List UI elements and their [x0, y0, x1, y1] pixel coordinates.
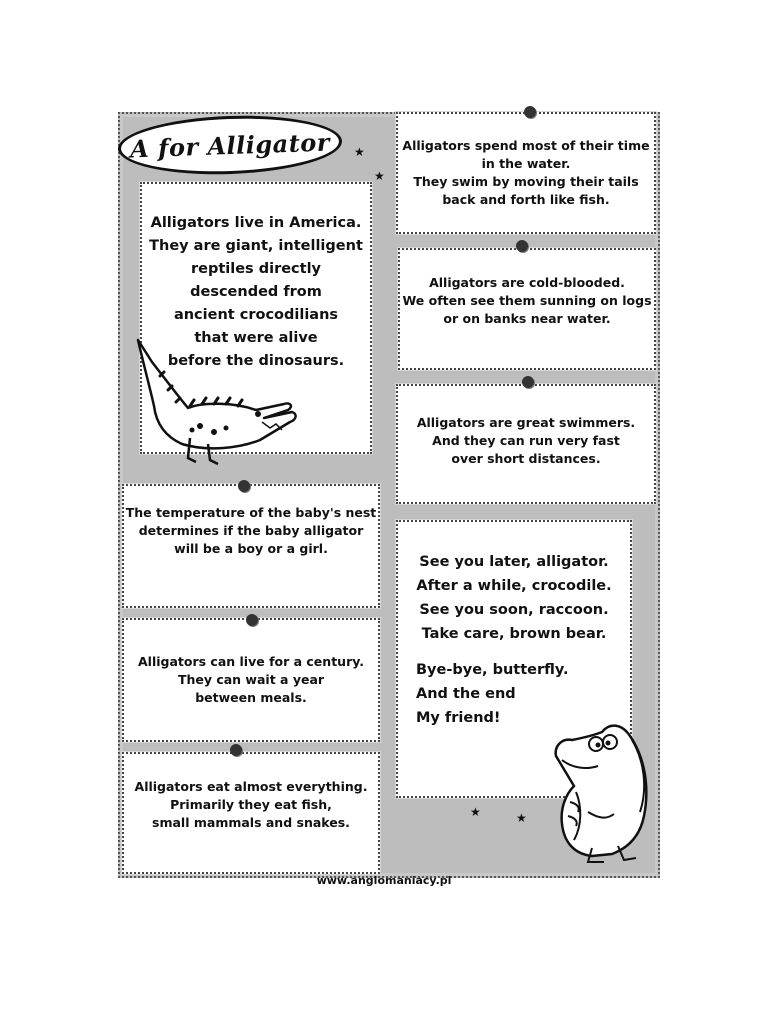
- footer-url: www.anglomaniacy.pl: [316, 874, 452, 887]
- page-title: A for Alligator: [129, 127, 331, 163]
- pin-icon: [522, 376, 534, 388]
- rhyme-end-text: Bye-bye, butterfly. And the end My friend!: [416, 662, 569, 726]
- pin-icon: [524, 106, 536, 118]
- star-icon: ★: [354, 145, 365, 159]
- century-box: [122, 618, 380, 742]
- intro-text: Alligators live in America. They are giant, intelligent reptiles directly descended from ancient crocodilians that were alive before the dinosaurs.: [149, 215, 363, 369]
- alligator-illustration-icon: [130, 336, 300, 476]
- century-text: Alligators can live for a century. They can wait a year between meals.: [138, 654, 364, 705]
- water-text: Alligators spend most of their time in the water. They swim by moving their tails back and forth like fish.: [402, 138, 650, 207]
- swim-text: Alligators are great swimmers. And they can run very fast over short distances.: [416, 415, 636, 466]
- eat-text: Alligators eat almost everything. Primarily they eat fish, small mammals and snakes.: [134, 779, 368, 830]
- water-box: [396, 112, 656, 234]
- star-icon: ★: [374, 169, 385, 183]
- pin-icon: [230, 744, 242, 756]
- cartoon-alligator-icon: [548, 716, 658, 866]
- eat-box: [122, 752, 380, 874]
- cold-text: Alligators are cold-blooded. We often see them sunning on logs or on banks near water.: [402, 275, 652, 326]
- nest-text: The temperature of the baby's nest determines if the baby alligator will be a boy or a girl.: [125, 505, 377, 556]
- star-icon: ★: [470, 805, 481, 819]
- pin-icon: [238, 480, 250, 492]
- nest-box: [122, 484, 380, 608]
- rhyme-main-text: See you later, alligator. After a while, crocodile. See you soon, raccoon. Take care, brown bear.: [416, 554, 612, 642]
- swim-box: [396, 384, 656, 504]
- cold-box: [398, 248, 656, 370]
- pin-icon: [516, 240, 528, 252]
- star-icon: ★: [516, 811, 527, 825]
- pin-icon: [246, 614, 258, 626]
